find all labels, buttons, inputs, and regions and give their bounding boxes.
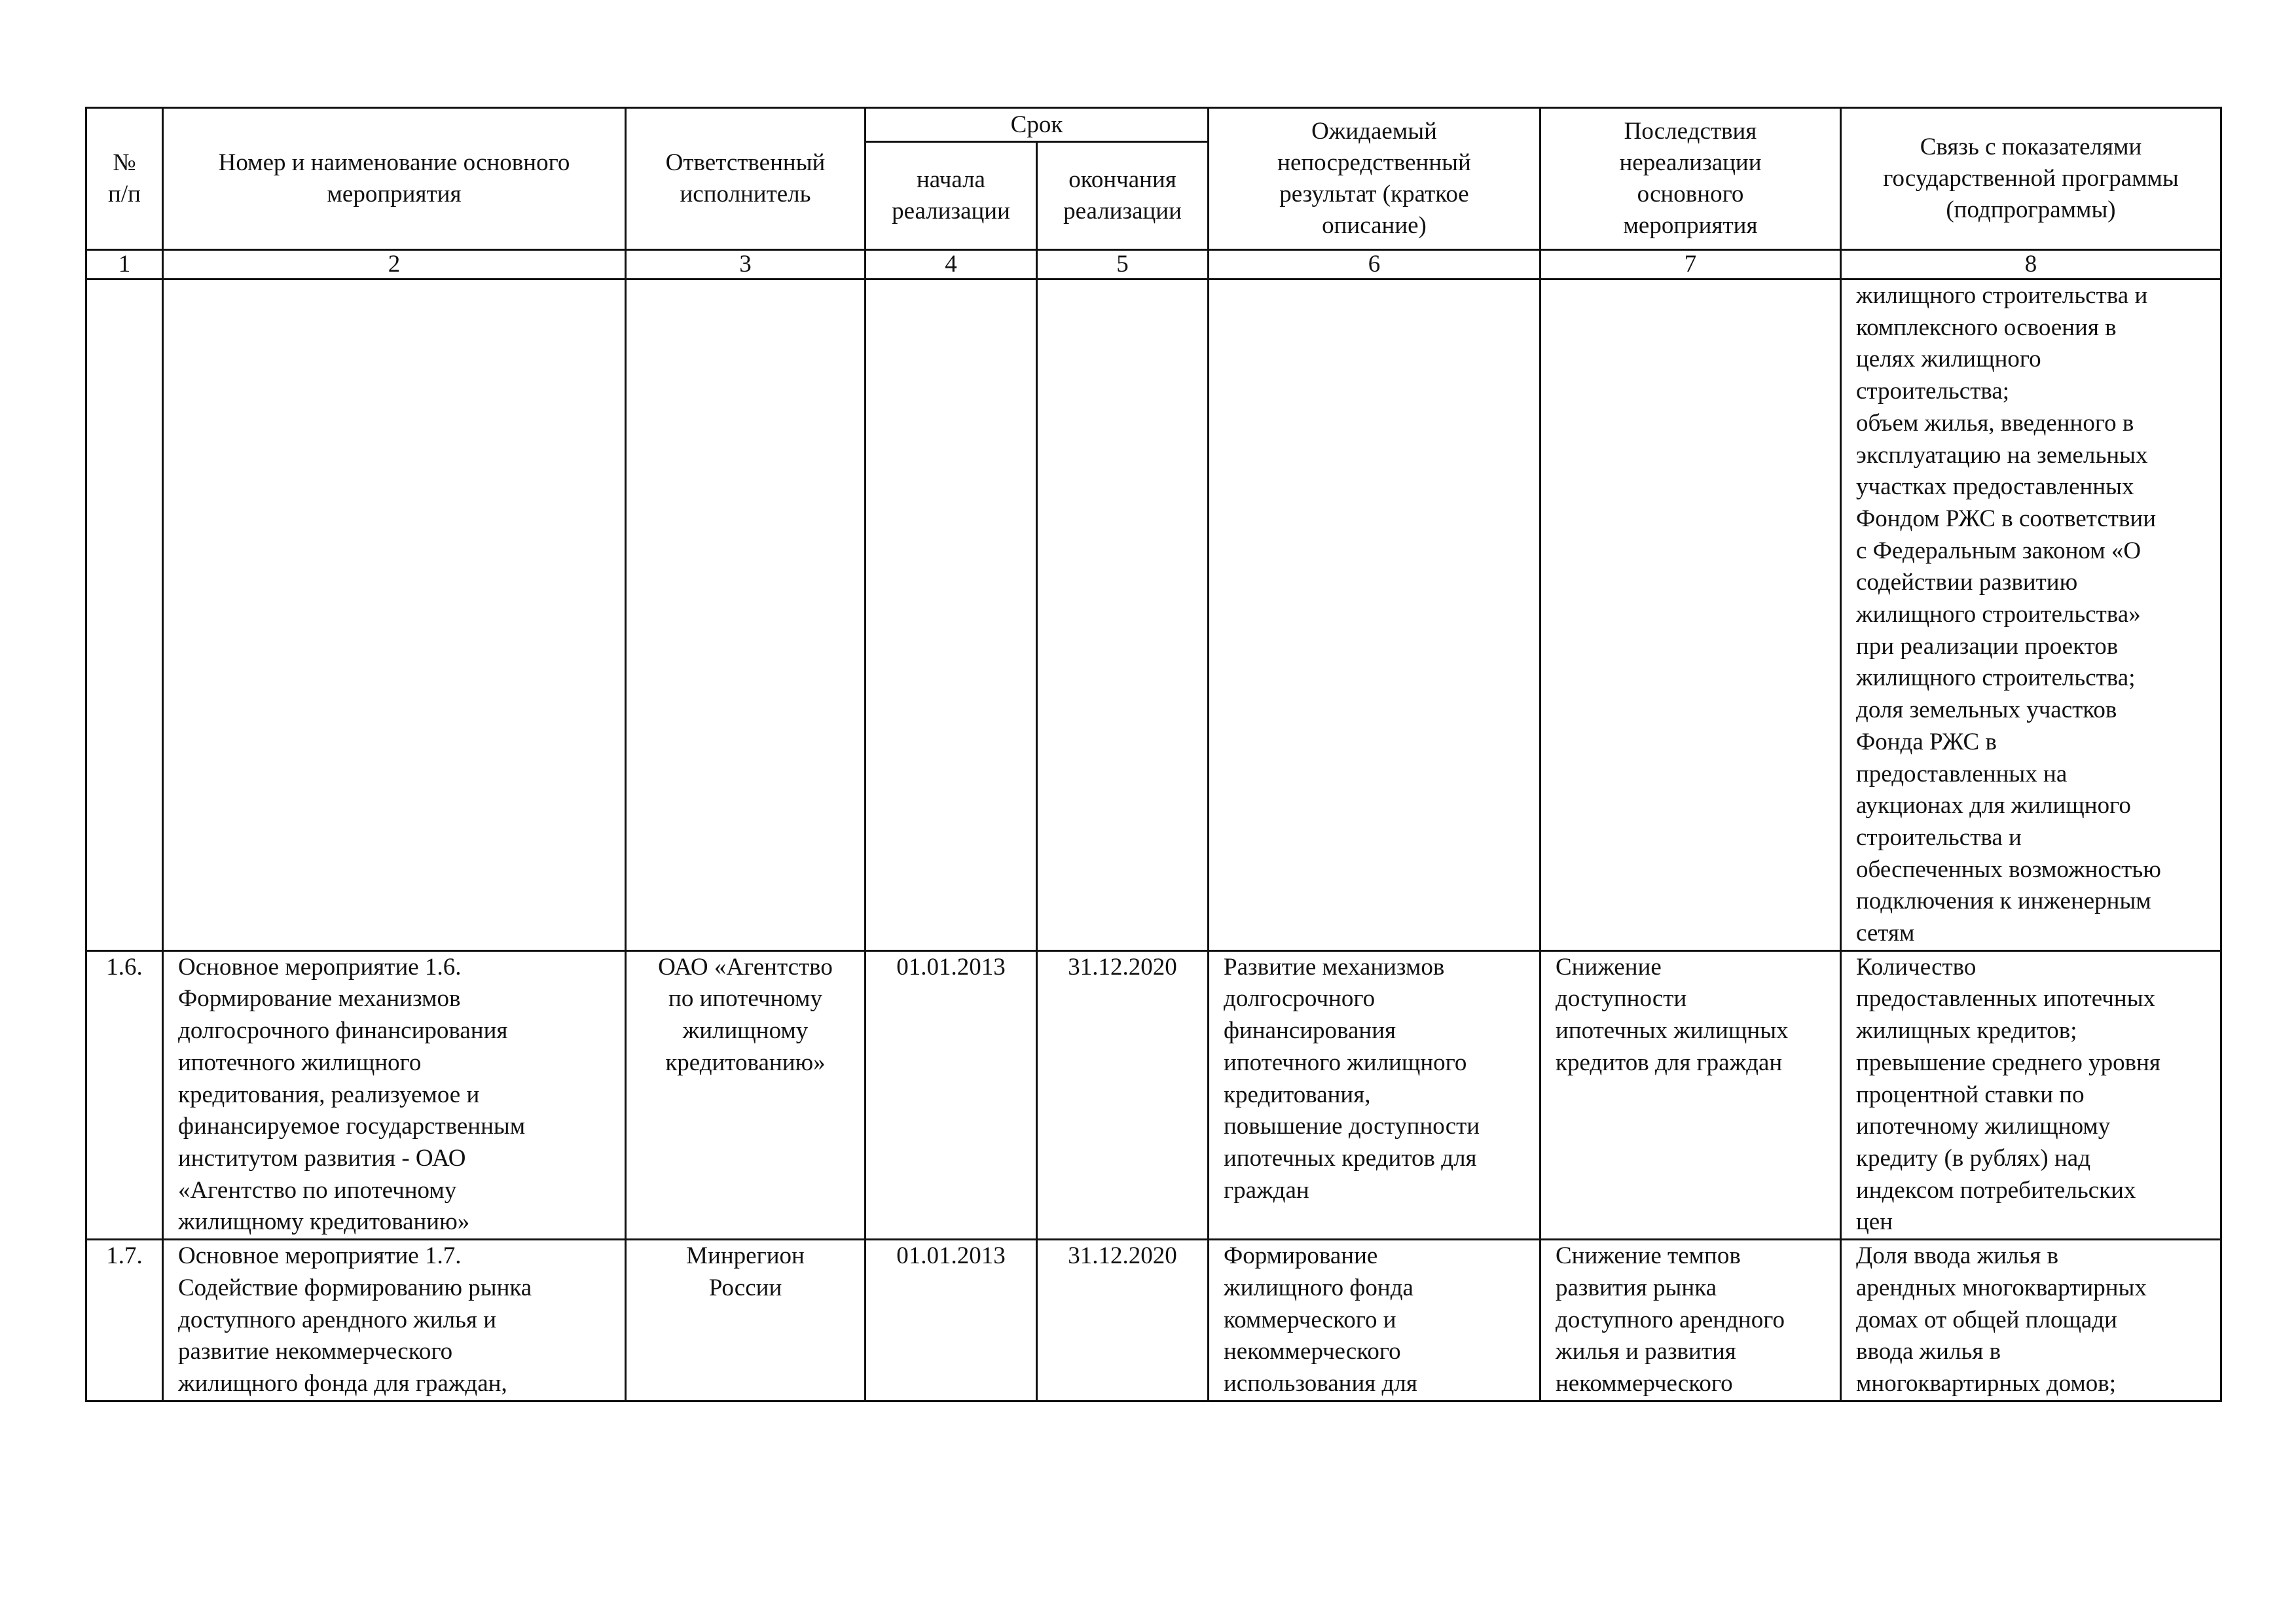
table-row <box>86 280 2221 951</box>
start-date: 01.01.2013 <box>866 1240 1037 1401</box>
column-number: 6 <box>1209 250 1540 280</box>
expected-result <box>1209 280 1540 951</box>
table-row <box>86 1240 2221 1401</box>
indicators: Количество предоставленных ипотечных жилищных кредитов; превышение среднего уровня процентной ставки по ипотечному жилищному кредиту (в рублях) над индексом потребительских цен <box>1841 950 2221 1239</box>
end-date: 31.12.2020 <box>1037 950 1209 1239</box>
column-number: 1 <box>86 250 163 280</box>
header-end: окончания реализации <box>1037 142 1209 250</box>
activity-name: Основное мероприятие 1.7. Содействие формированию рынка доступного арендного жилья и развитие некоммерческого жилищного фонда для граждан, <box>163 1240 626 1401</box>
row-number: 1.7. <box>86 1240 163 1401</box>
indicators: жилищного строительства и комплексного освоения в целях жилищного строительства; объем жилья, введенного в эксплуатацию на земельных участках предоставленных Фондом РЖС в соответствии с Федеральным законом «О содействии развитию жилищного строительства» при реализации проектов жилищного строительства; доля земельных участков Фонда РЖС в предоставленных на аукционах для жилищного строительства и обеспеченных возможностью подключения к инженерным сетям <box>1841 280 2221 951</box>
header-number: № п/п <box>86 108 163 250</box>
activity-name: Основное мероприятие 1.6. Формирование механизмов долгосрочного финансирования ипотечного жилищного кредитования, реализуемое и финансируемое государственным институтом развития - ОАО «Агентство по ипотечному жилищному кредитованию» <box>163 950 626 1239</box>
header-expected-result: Ожидаемый непосредственный результат (краткое описание) <box>1209 108 1540 250</box>
end-date: 31.12.2020 <box>1037 1240 1209 1401</box>
row-number: 1.6. <box>86 950 163 1239</box>
header-indicators: Связь с показателями государственной программы (подпрограммы) <box>1841 108 2221 250</box>
header-term: Срок <box>866 108 1209 142</box>
header-activity-name: Номер и наименование основного мероприятия <box>163 108 626 250</box>
column-number: 3 <box>626 250 866 280</box>
activities-table <box>85 107 2222 1402</box>
end-date <box>1037 280 1209 951</box>
column-number: 5 <box>1037 250 1209 280</box>
column-number: 4 <box>866 250 1037 280</box>
executor: ОАО «Агентство по ипотечному жилищному кредитованию» <box>626 950 866 1239</box>
consequences <box>1540 280 1841 951</box>
column-number-row <box>86 250 2221 280</box>
consequences: Снижение доступности ипотечных жилищных кредитов для граждан <box>1540 950 1841 1239</box>
start-date: 01.01.2013 <box>866 950 1037 1239</box>
table-header-row <box>86 108 2221 142</box>
indicators: Доля ввода жилья в арендных многоквартирных домах от общей площади ввода жилья в многоквартирных домов; <box>1841 1240 2221 1401</box>
header-start: начала реализации <box>866 142 1037 250</box>
expected-result: Развитие механизмов долгосрочного финансирования ипотечного жилищного кредитования, повышение доступности ипотечных кредитов для граждан <box>1209 950 1540 1239</box>
header-executor: Ответственный исполнитель <box>626 108 866 250</box>
column-number: 8 <box>1841 250 2221 280</box>
expected-result: Формирование жилищного фонда коммерческого и некоммерческого использования для <box>1209 1240 1540 1401</box>
start-date <box>866 280 1037 951</box>
table-row <box>86 950 2221 1239</box>
activity-name <box>163 280 626 951</box>
column-number: 7 <box>1540 250 1841 280</box>
row-number <box>86 280 163 951</box>
executor: Минрегион России <box>626 1240 866 1401</box>
header-consequences: Последствия нереализации основного мероприятия <box>1540 108 1841 250</box>
column-number: 2 <box>163 250 626 280</box>
executor <box>626 280 866 951</box>
consequences: Снижение темпов развития рынка доступного арендного жилья и развития некоммерческого <box>1540 1240 1841 1401</box>
